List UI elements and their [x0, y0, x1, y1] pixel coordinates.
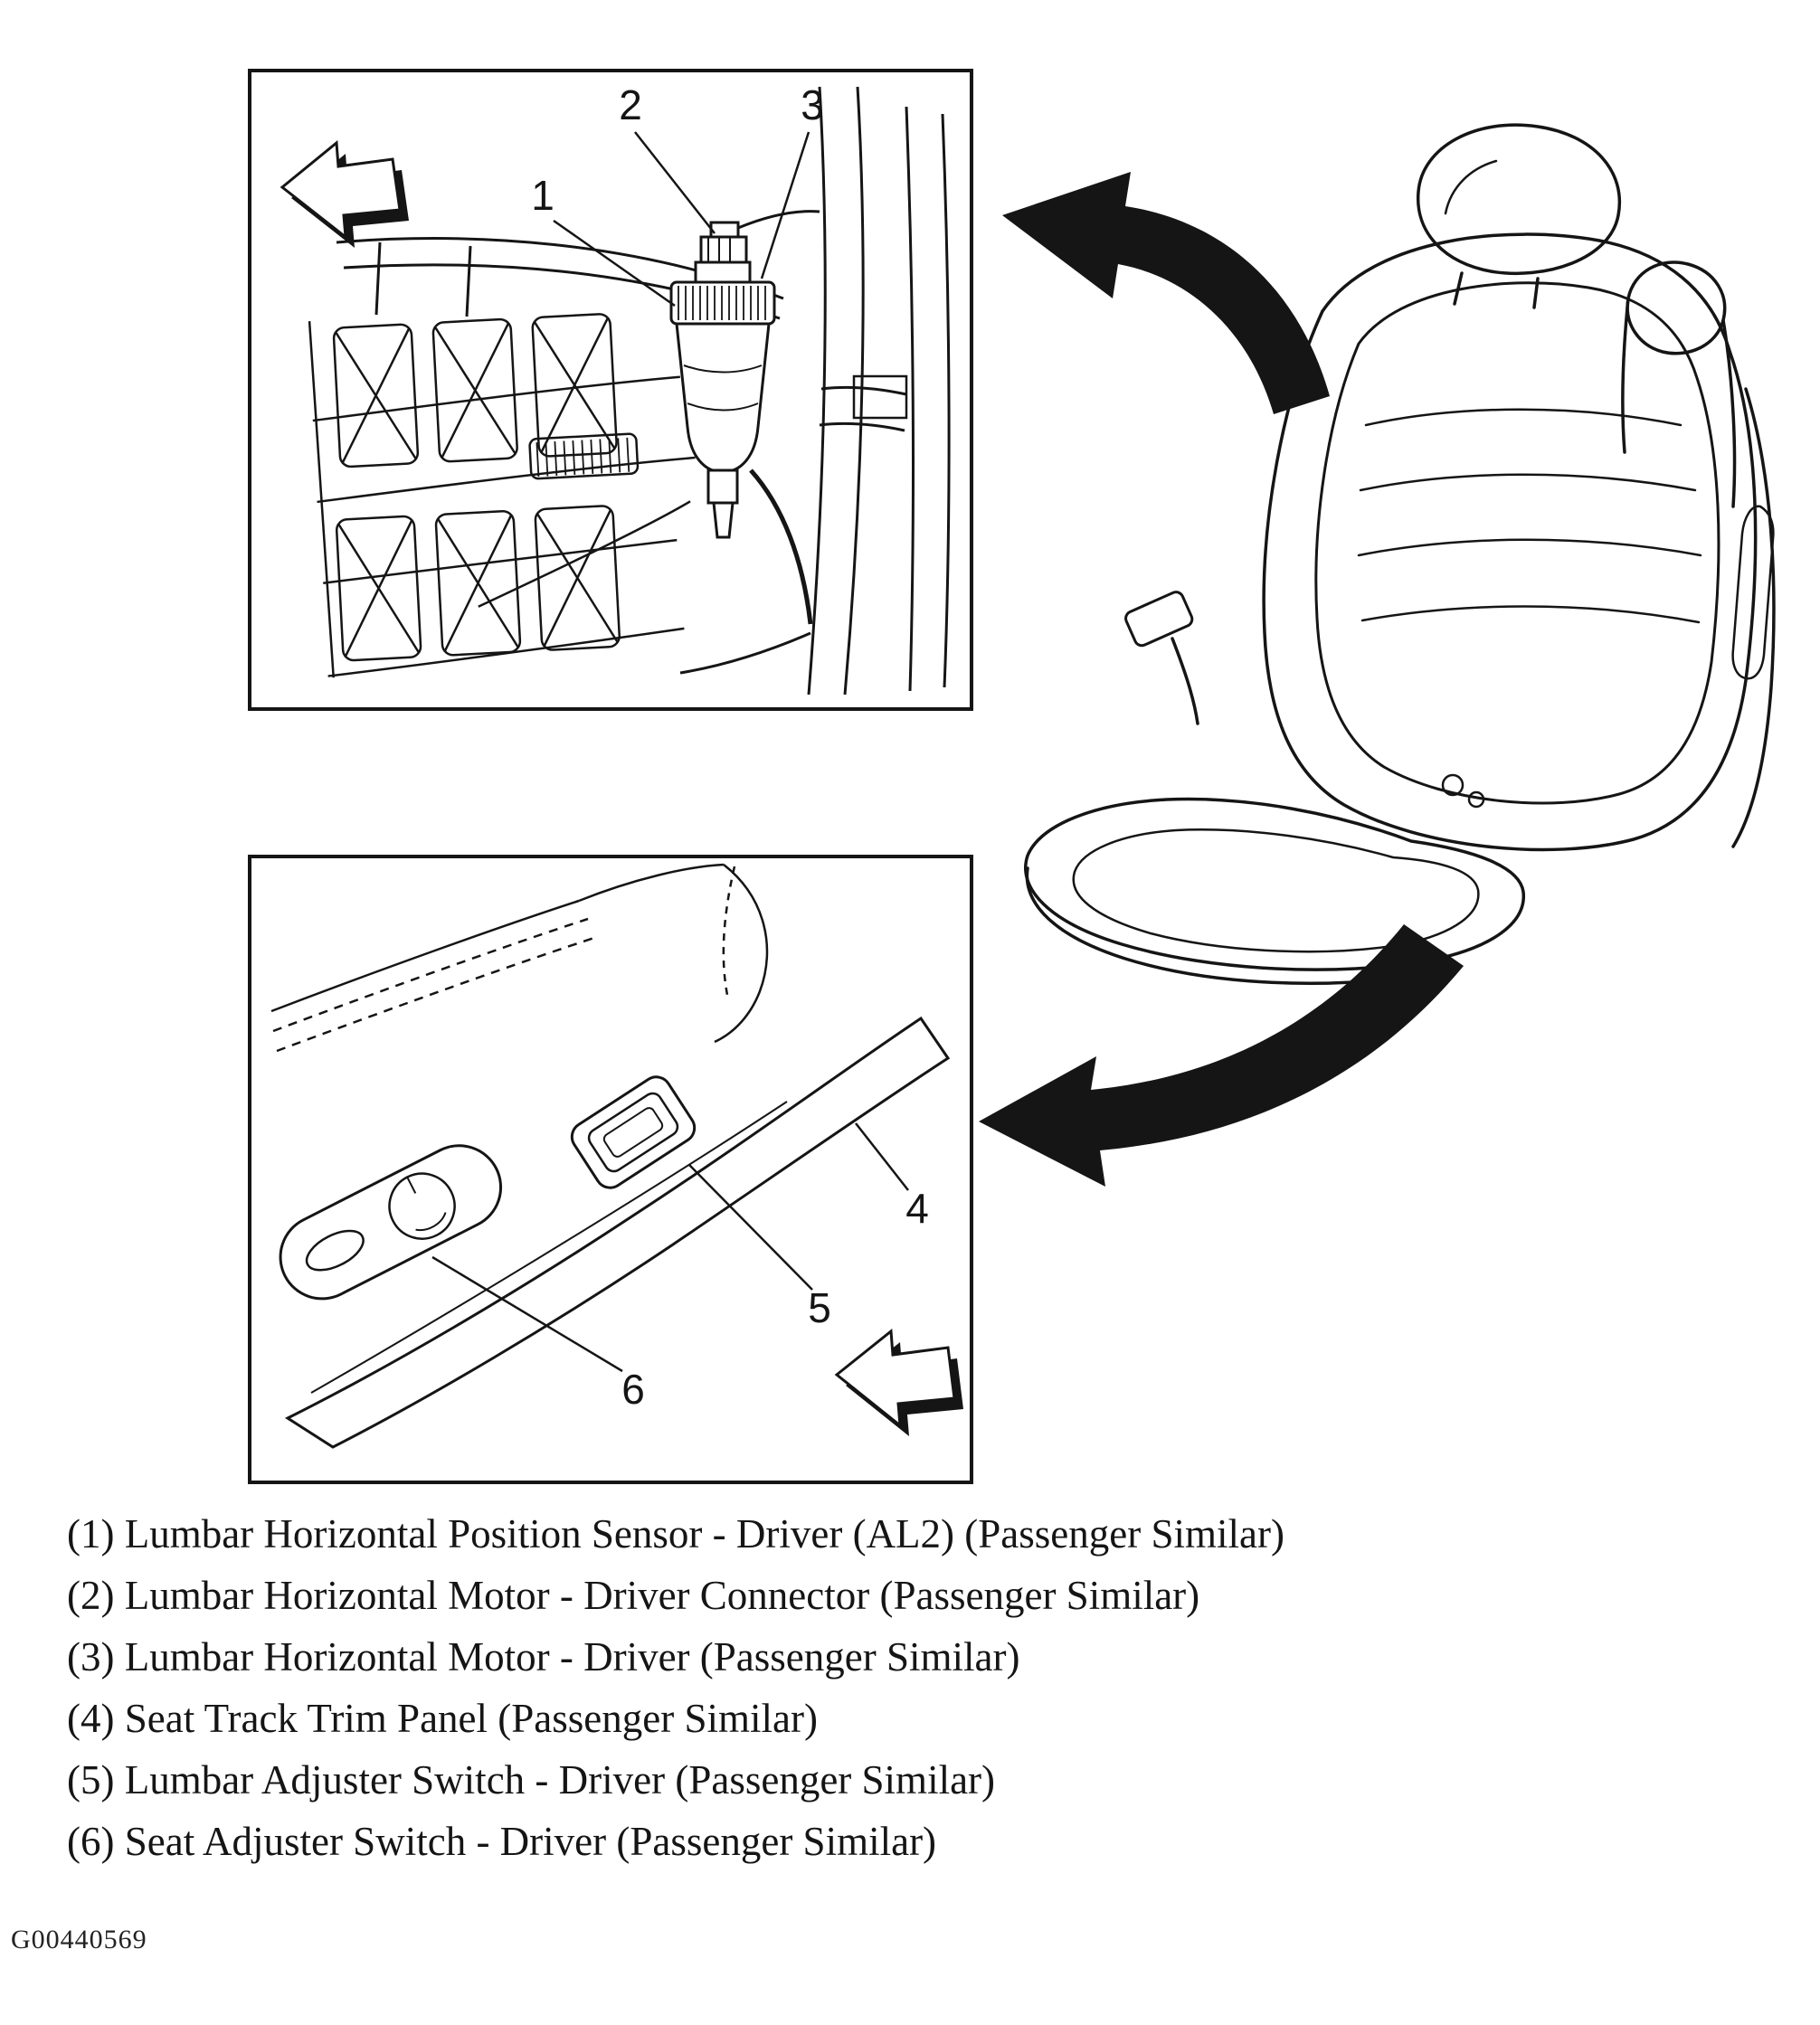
legend-item-3: (3) Lumbar Horizontal Motor - Driver (Passenger Similar)	[67, 1634, 1020, 1680]
legend-item-6: (6) Seat Adjuster Switch - Driver (Passenger Similar)	[67, 1819, 937, 1864]
seat-belt-buckle	[1123, 590, 1194, 648]
figure-id: G00440569	[11, 1925, 147, 1954]
headrest	[1418, 125, 1620, 273]
callout-4: 4	[905, 1185, 929, 1232]
seat-cushion	[1026, 799, 1524, 970]
callout-1: 1	[531, 172, 555, 219]
callout-3: 3	[801, 81, 824, 128]
legend-item-2: (2) Lumbar Horizontal Motor - Driver Connector (Passenger Similar)	[67, 1573, 1200, 1618]
legend-item-4: (4) Seat Track Trim Panel (Passenger Similar)	[67, 1696, 818, 1741]
legend-item-1: (1) Lumbar Horizontal Position Sensor - Driver (AL2) (Passenger Similar)	[67, 1511, 1284, 1557]
callout-6: 6	[621, 1366, 645, 1413]
callout-2: 2	[619, 81, 642, 128]
top-inset	[250, 71, 972, 709]
legend	[67, 1503, 1284, 1872]
curved-arrow-top	[1002, 172, 1330, 414]
seat-back	[1264, 234, 1756, 849]
callout-5: 5	[808, 1284, 831, 1331]
bottom-inset	[250, 856, 972, 1482]
legend-item-5: (5) Lumbar Adjuster Switch - Driver (Passenger Similar)	[67, 1757, 996, 1803]
